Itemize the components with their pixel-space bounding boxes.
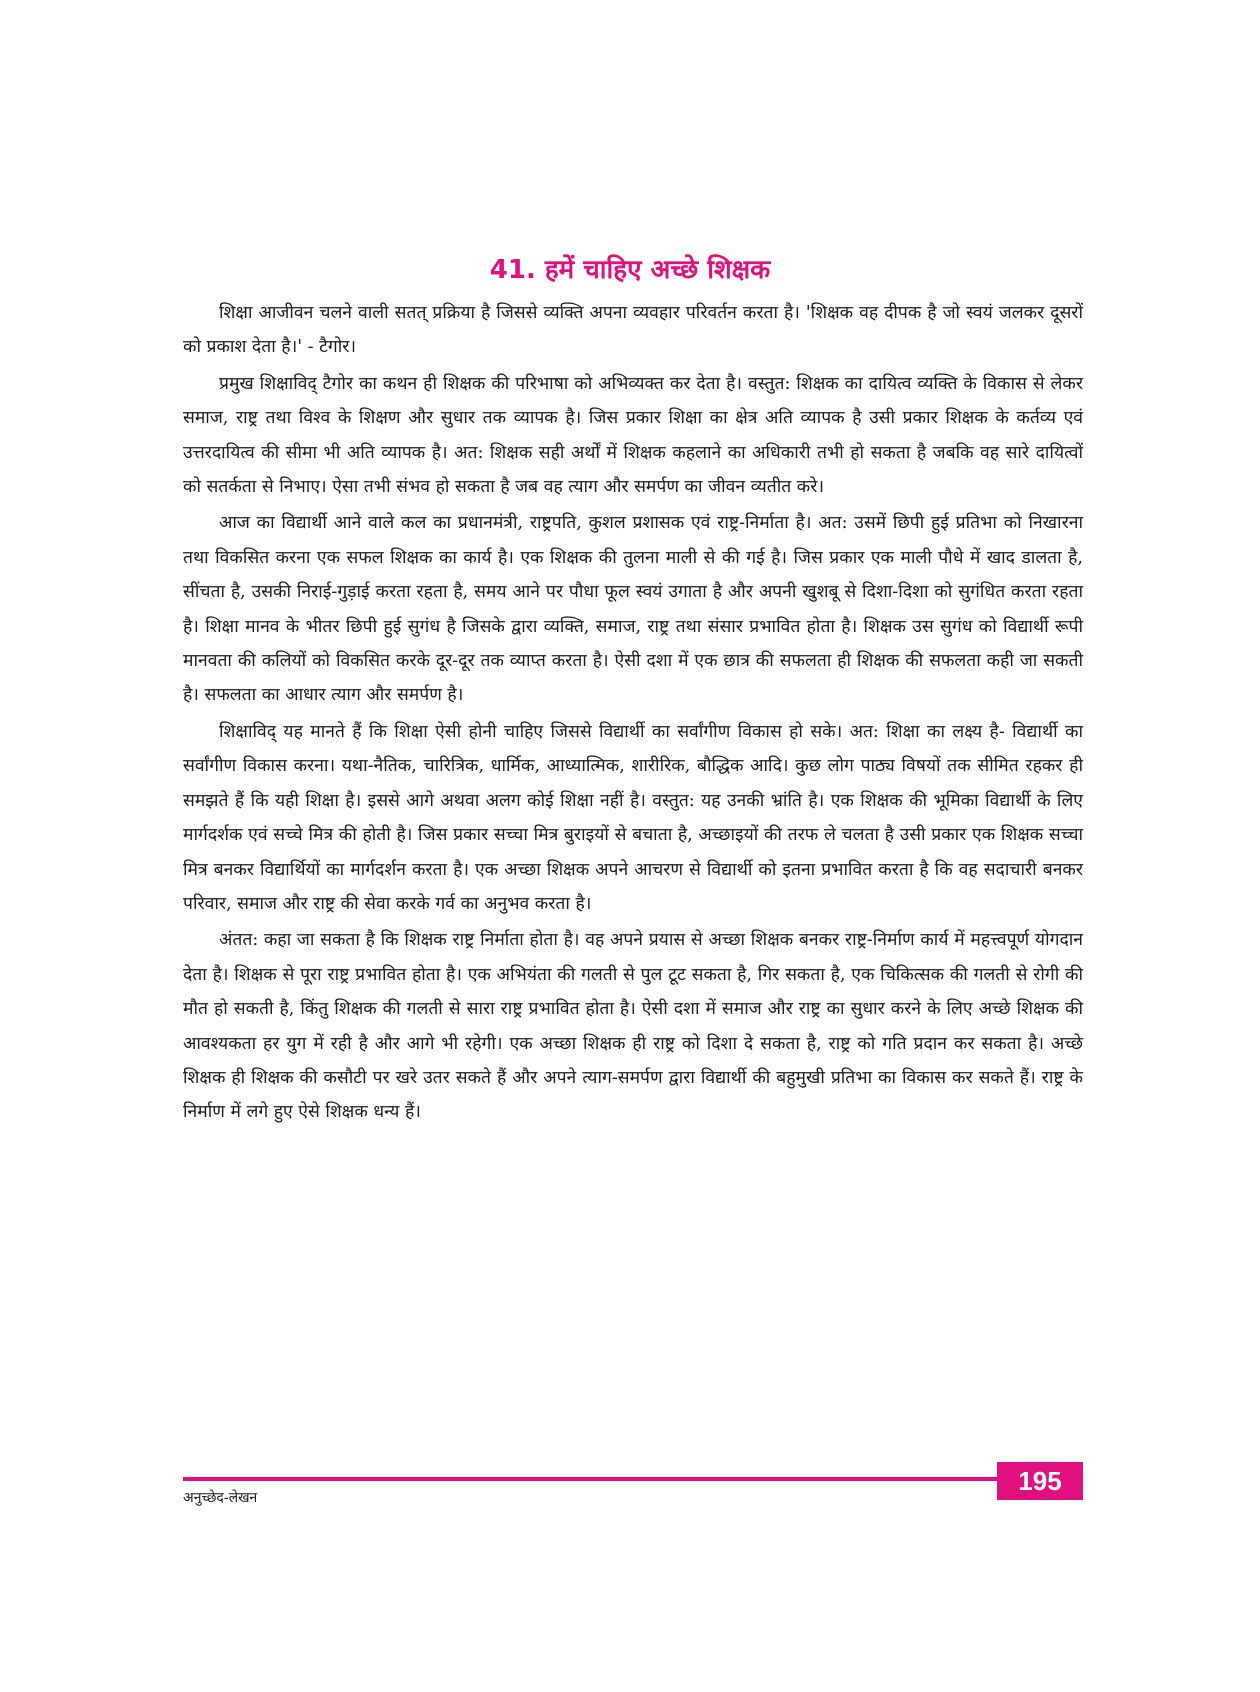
paragraph: अंतत: कहा जा सकता है कि शिक्षक राष्ट्र निर्माता होता है। वह अपने प्रयास से अच्छा शिक्षक बनकर राष्ट्र-निर्माण कार्य में महत्त्वपूर्ण योगदान देता है। शिक्षक से पूरा राष्ट्र प्रभावित होता है। एक अभियंता की गलती से पुल टूट सकता है, गिर सकता है, एक चिकित्सक की गलती से रोगी की मौत हो सकती है, किंतु शिक्षक की गलती से सारा राष्ट्र प्रभावित होता है। ऐसी दशा में समाज और राष्ट्र का सुधार करने के लिए अच्छे शिक्षक की आवश्यकता हर युग में रही है और आगे भी रहेगी। एक अच्छा शिक्षक ही राष्ट्र को दिशा दे सकता है, राष्ट्र को गति प्रदान कर सकता है। अच्छे शिक्षक ही शिक्षक की कसौटी पर खरे उतर सकते हैं और अपने त्याग-समर्पण द्वारा विद्यार्थी की बहुमुखी प्रतिभा का विकास कर सकते हैं। राष्ट्र के निर्माण में लगे हुए ऐसे शिक्षक धन्य हैं।: [183, 930, 1083, 1123]
footer-divider: [183, 1477, 1083, 1481]
paragraph: प्रमुख शिक्षाविद् टैगोर का कथन ही शिक्षक की परिभाषा को अभिव्यक्त कर देता है। वस्तुत: शिक्षक का दायित्व व्यक्ति के विकास से लेकर समाज, राष्ट्र तथा विश्व के शिक्षण और सुधार तक व्यापक है। जिस प्रकार शिक्षा का क्षेत्र अति व्यापक है उसी प्रकार शिक्षक के कर्तव्य एवं उत्तरदायित्व की सीमा भी अति व्यापक है। अत: शिक्षक सही अर्थों में शिक्षक कहलाने का अधिकारी तभी हो सकता है जबकि वह सारे दायित्वों को सतर्कता से निभाए। ऐसा तभी संभव हो सकता है जब वह त्याग और समर्पण का जीवन व्यतीत करे।: [183, 373, 1083, 498]
paragraph: शिक्षाविद् यह मानते हैं कि शिक्षा ऐसी होनी चाहिए जिससे विद्यार्थी का सर्वांगीण विकास हो सके। अत: शिक्षा का लक्ष्य है- विद्यार्थी का सर्वांगीण विकास करना। यथा-नैतिक, चारित्रिक, धार्मिक, आध्यात्मिक, शारीरिक, बौद्धिक आदि। कुछ लोग पाठ्य विषयों तक सीमित रहकर ही समझते हैं कि यही शिक्षा है। इससे आगे अथवा अलग कोई शिक्षा नहीं है। वस्तुत: यह उनकी भ्रांति है। एक शिक्षक की भूमिका विद्यार्थी के लिए मार्गदर्शक एवं सच्चे मित्र की होती है। जिस प्रकार सच्चा मित्र बुराइयों से बचाता है, अच्छाइयों की तरफ ले चलता है उसी प्रकार एक शिक्षक सच्चा मित्र बनकर विद्यार्थियों का मार्गदर्शन करता है। एक अच्छा शिक्षक अपने आचरण से विद्यार्थी को इतना प्रभावित करता है कि वह सदाचारी बनकर परिवार, समाज और राष्ट्र की सेवा करके गर्व का अनुभव करता है।: [183, 721, 1083, 914]
footer-section-label: अनुच्छेद-लेखन: [183, 1490, 258, 1506]
paragraph: आज का विद्यार्थी आने वाले कल का प्रधानमंत्री, राष्ट्रपति, कुशल प्रशासक एवं राष्ट्र-निर्माता है। अत: उसमें छिपी हुई प्रतिभा को निखारना तथा विकसित करना एक सफल शिक्षक का कार्य है। एक शिक्षक की तुलना माली से की गई है। जिस प्रकार एक माली पौधे में खाद डालता है, सींचता है, उसकी निराई-गुड़ाई करता रहता है, समय आने पर पौधा फूल स्वयं उगाता है और अपनी खुशबू से दिशा-दिशा को सुगंधित करता रहता है। शिक्षा मानव के भीतर छिपी हुई सुगंध है जिसके द्वारा व्यक्ति, समाज, राष्ट्र तथा संसार प्रभावित होता है। शिक्षक उस सुगंध को विद्यार्थी रूपी मानवता की कलियों को विकसित करके दूर-दूर तक व्याप्त करता है। ऐसी दशा में एक छात्र की सफलता ही शिक्षक की सफलता कही जा सकती है। सफलता का आधार त्याग और समर्पण है।: [183, 513, 1083, 706]
page-number-badge: 195: [997, 1462, 1083, 1500]
article-body: [183, 296, 1083, 1132]
paragraph: शिक्षा आजीवन चलने वाली सतत् प्रक्रिया है जिससे व्यक्ति अपना व्यवहार परिवर्तन करता है। 'शिक्षक वह दीपक है जो स्वयं जलकर दूसरों को प्रकाश देता है।' - टैगोर।: [183, 303, 1083, 358]
article-title: 41. हमें चाहिए अच्छे शिक्षक: [489, 255, 771, 285]
